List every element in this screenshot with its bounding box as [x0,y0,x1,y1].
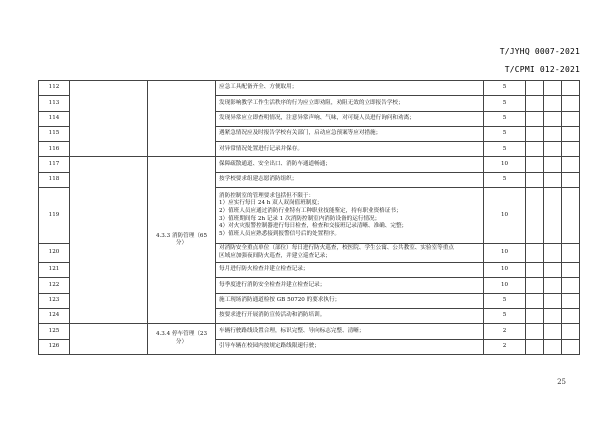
blank-evaluation-cell [544,126,562,141]
blank-evaluation-cell [544,293,562,308]
blank-evaluation-cell [526,172,544,187]
blank-evaluation-cell [562,263,580,278]
standard-code-secondary: T/CPMI 012-2021 [504,65,580,74]
blank-evaluation-cell [526,96,544,111]
requirement-text [216,188,484,244]
requirement-line: 1）应实行每日 24 h 双人双岗值班制度； [219,200,323,207]
requirement-line: 发现影响教学工作生活秩序的行为应立即劝阻，劝阻无效的立即报告学校； [219,99,404,106]
table-row [39,81,580,96]
section-cell: 4.3.4 停车管理（23 分） [148,324,216,355]
requirement-line: 区域应加强夜间防火巡查，并建立巡查记录； [219,253,331,260]
item-number: 125 [39,324,70,339]
requirement-line: 对消防安全重点单位（部位）每日进行防火巡查，校医院、学生公寓、公共教室、实验室等重点 [219,245,454,252]
blank-evaluation-cell [544,142,562,157]
requirement-line: 车辆行驶路线设置合理，标识完整、导向标志完整、清晰； [219,327,365,334]
table-row [39,157,580,172]
score-cell: 10 [484,278,526,293]
blank-evaluation-cell [526,263,544,278]
score-cell: 2 [484,324,526,339]
grading-table [38,80,580,355]
blank-evaluation-cell [544,263,562,278]
score-cell: 10 [484,157,526,172]
category-cell [70,324,148,355]
blank-evaluation-cell [562,126,580,141]
requirement-line: 每季度进行消防安全检查并建立检查记录； [219,281,326,288]
score-cell: 5 [484,172,526,187]
category-cell [70,81,148,157]
blank-evaluation-cell [526,278,544,293]
requirement-text [216,263,484,278]
requirement-line: 对异常情况处置进行记录并保存。 [219,145,303,152]
blank-evaluation-cell [544,244,562,263]
blank-evaluation-cell [544,324,562,339]
blank-evaluation-cell [562,111,580,126]
item-number: 114 [39,111,70,126]
score-cell: 5 [484,142,526,157]
item-number: 123 [39,293,70,308]
item-number: 120 [39,244,70,263]
requirement-text [216,339,484,354]
blank-evaluation-cell [562,293,580,308]
score-cell: 10 [484,263,526,278]
requirement-line: 4）对火灾报警控制器进行每日检查，检查和交接班记录清晰、准确、完整； [219,223,408,230]
requirement-line: 保障疏散通道、安全出口、消防车通道畅通； [219,160,331,167]
requirement-text [216,96,484,111]
requirement-line: 发现异常应立即查明情况，注意异常声响、气味，对可疑人员进行询问和劝离； [219,114,415,121]
item-number: 116 [39,142,70,157]
score-cell: 10 [484,244,526,263]
item-number: 126 [39,339,70,354]
requirement-line: 引导车辆在校园内按规定路线限速行驶； [219,342,320,349]
requirement-line: 消防控制室的管理要求包括但不限于： [219,192,315,199]
standard-code-primary: T/JYHQ 0007-2021 [499,47,580,56]
blank-evaluation-cell [526,293,544,308]
requirement-line: 遇紧急情况应及时报告学校有关部门，启动应急预案等应对措施； [219,130,382,137]
blank-evaluation-cell [544,96,562,111]
blank-evaluation-cell [526,324,544,339]
item-number: 117 [39,157,70,172]
blank-evaluation-cell [562,172,580,187]
blank-evaluation-cell [544,188,562,244]
blank-evaluation-cell [562,324,580,339]
blank-evaluation-cell [562,96,580,111]
score-cell: 5 [484,308,526,323]
score-cell: 5 [484,81,526,96]
table-row [39,324,580,339]
item-number: 122 [39,278,70,293]
blank-evaluation-cell [526,126,544,141]
blank-evaluation-cell [544,308,562,323]
section-cell: 4.3.3 消防管理（65 分） [148,157,216,324]
requirement-text [216,324,484,339]
blank-evaluation-cell [526,339,544,354]
requirement-line: 2）值班人员应通过消防行业特有工种职业技能鉴定，持有职业资格证书； [219,207,402,214]
blank-evaluation-cell [562,81,580,96]
page-number: 25 [557,378,566,386]
section-cell [148,81,216,157]
blank-evaluation-cell [526,142,544,157]
item-number: 115 [39,126,70,141]
item-number: 119 [39,188,70,244]
score-cell: 5 [484,111,526,126]
category-cell [70,157,148,324]
blank-evaluation-cell [526,157,544,172]
requirement-line: 按学校要求组建志愿消防组织； [219,176,298,183]
item-number: 112 [39,81,70,96]
blank-evaluation-cell [562,308,580,323]
blank-evaluation-cell [526,111,544,126]
requirement-text [216,278,484,293]
score-cell: 10 [484,188,526,244]
requirement-text [216,172,484,187]
requirement-text [216,81,484,96]
requirement-line: 按要求进行开展消防宣传活动和消防培训。 [219,312,326,319]
score-cell: 5 [484,293,526,308]
blank-evaluation-cell [544,157,562,172]
requirement-text [216,142,484,157]
blank-evaluation-cell [562,188,580,244]
blank-evaluation-cell [526,244,544,263]
score-cell: 2 [484,339,526,354]
requirement-text [216,293,484,308]
blank-evaluation-cell [544,339,562,354]
blank-evaluation-cell [544,172,562,187]
requirement-text [216,111,484,126]
score-cell: 5 [484,126,526,141]
blank-evaluation-cell [544,278,562,293]
blank-evaluation-cell [562,157,580,172]
blank-evaluation-cell [544,111,562,126]
blank-evaluation-cell [526,81,544,96]
item-number: 113 [39,96,70,111]
blank-evaluation-cell [526,308,544,323]
requirement-line: 应急工具配备齐全、方便取用； [219,84,298,91]
score-cell: 5 [484,96,526,111]
blank-evaluation-cell [562,142,580,157]
requirement-line: 5）值班人员应熟悉接到报警信号后的处置程序。 [219,230,341,237]
item-number: 118 [39,172,70,187]
requirement-line: 3）值班期间每 2h 记录 1 次消防控制室内消防设备的运行情况； [219,215,381,222]
blank-evaluation-cell [544,81,562,96]
blank-evaluation-cell [526,188,544,244]
requirement-text [216,126,484,141]
blank-evaluation-cell [562,339,580,354]
blank-evaluation-cell [562,244,580,263]
requirement-text [216,244,484,263]
requirement-text [216,308,484,323]
requirement-line: 施工现场消防通道检按 GB 50720 的要求执行； [219,297,341,304]
blank-evaluation-cell [562,278,580,293]
item-number: 124 [39,308,70,323]
requirement-line: 每月进行防火检查并建立检查记录； [219,266,309,273]
item-number: 121 [39,263,70,278]
requirement-text [216,157,484,172]
